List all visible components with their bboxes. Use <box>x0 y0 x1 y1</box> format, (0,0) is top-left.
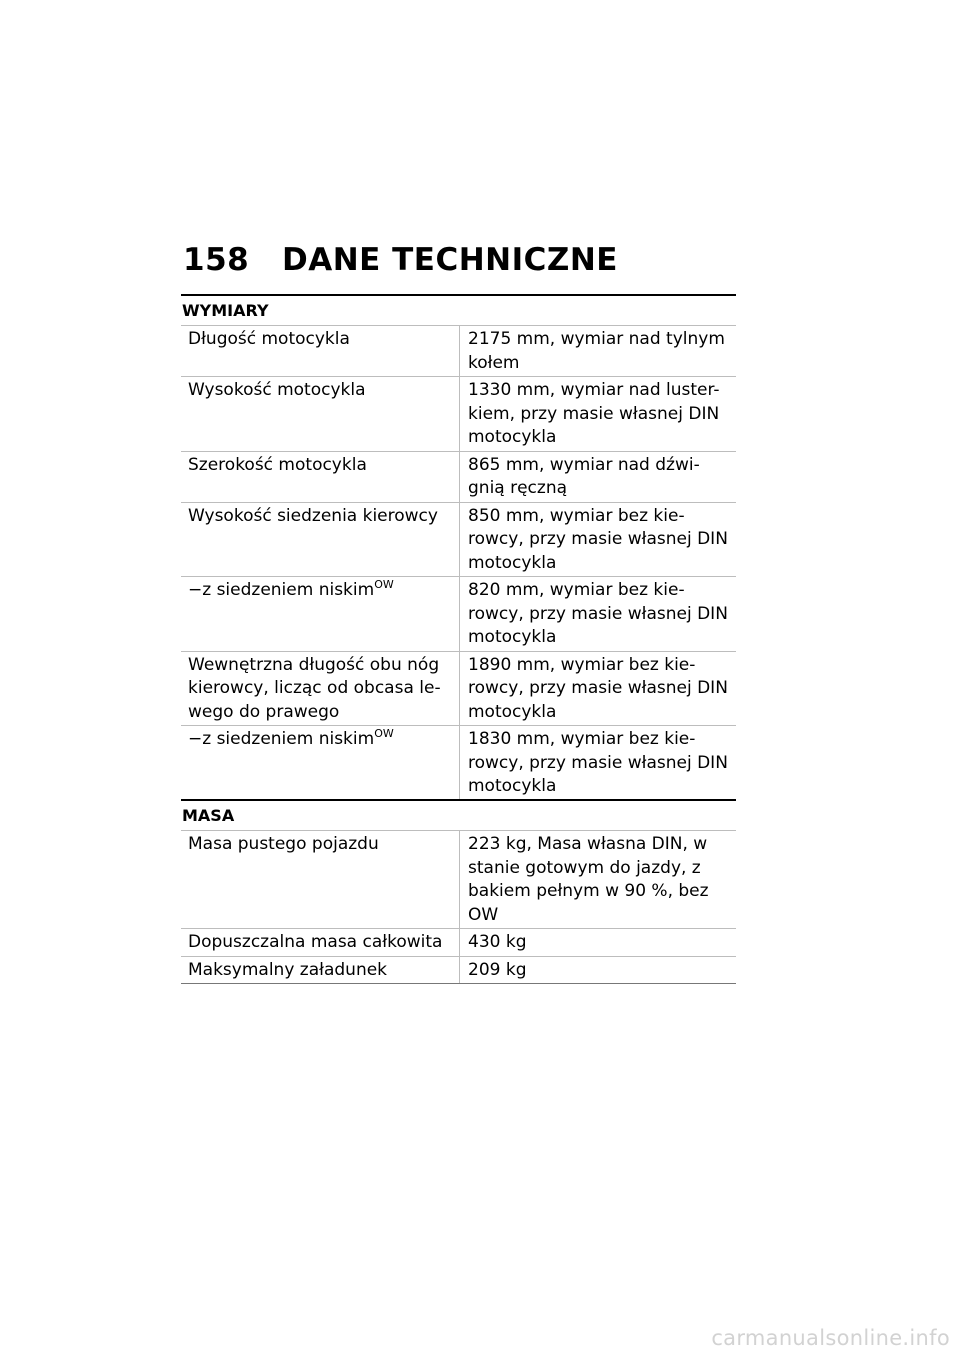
spec-label: Wewnętrzna długość obu nóg kierowcy, licząc od obcasa le-wego do prawego <box>181 651 460 726</box>
spec-value: 1330 mm, wymiar nad luster-kiem, przy masie własnej DIN motocykla <box>460 377 737 452</box>
spec-value: 1830 mm, wymiar bez kie-rowcy, przy masie własnej DIN motocykla <box>460 726 737 801</box>
section-dimensions <box>181 294 736 801</box>
spec-label: Maksymalny załadunek <box>181 956 460 984</box>
table-row <box>181 577 736 652</box>
section-title: MASA <box>181 799 736 831</box>
section-mass <box>181 799 736 984</box>
option-superscript: OW <box>374 578 394 591</box>
spec-value: 820 mm, wymiar bez kie-rowcy, przy masie własnej DIN motocykla <box>460 577 737 652</box>
table-row <box>181 502 736 577</box>
option-superscript: OW <box>374 727 394 740</box>
spec-label: −z siedzeniem niskim$^{OW}$ <box>181 577 460 652</box>
spec-label: Dopuszczalna masa całkowita <box>181 929 460 957</box>
section-title: WYMIARY <box>181 294 736 326</box>
spec-value: 2175 mm, wymiar nad tylnym kołem <box>460 326 737 377</box>
table-row <box>181 326 736 377</box>
watermark: carmanualsonline.info <box>711 1326 950 1350</box>
table-row <box>181 956 736 984</box>
spec-value: 1890 mm, wymiar bez kie-rowcy, przy masie własnej DIN motocykla <box>460 651 737 726</box>
spec-value: 865 mm, wymiar nad dźwi-gnią ręczną <box>460 451 737 502</box>
table-row <box>181 651 736 726</box>
spec-label: Masa pustego pojazdu <box>181 831 460 929</box>
table-row <box>181 726 736 801</box>
spec-table-dimensions <box>181 326 736 801</box>
table-row <box>181 451 736 502</box>
spec-value: 209 kg <box>460 956 737 984</box>
spec-label: Wysokość motocykla <box>181 377 460 452</box>
spec-value: 850 mm, wymiar bez kie-rowcy, przy masie własnej DIN motocykla <box>460 502 737 577</box>
page-number: 158 <box>183 242 250 278</box>
table-row <box>181 377 736 452</box>
table-row <box>181 929 736 957</box>
chapter-title: DANE TECHNICZNE <box>282 242 618 278</box>
spec-value: 430 kg <box>460 929 737 957</box>
spec-label: Długość motocykla <box>181 326 460 377</box>
spec-label: Szerokość motocykla <box>181 451 460 502</box>
spec-table-mass <box>181 831 736 984</box>
spec-label: −z siedzeniem niskim$^{OW}$ <box>181 726 460 801</box>
spec-label: Wysokość siedzenia kierowcy <box>181 502 460 577</box>
table-row <box>181 831 736 929</box>
page-header <box>183 238 743 282</box>
spec-value: 223 kg, Masa własna DIN, w stanie gotowym do jazdy, z bakiem pełnym w 90 %, bez OW <box>460 831 737 929</box>
